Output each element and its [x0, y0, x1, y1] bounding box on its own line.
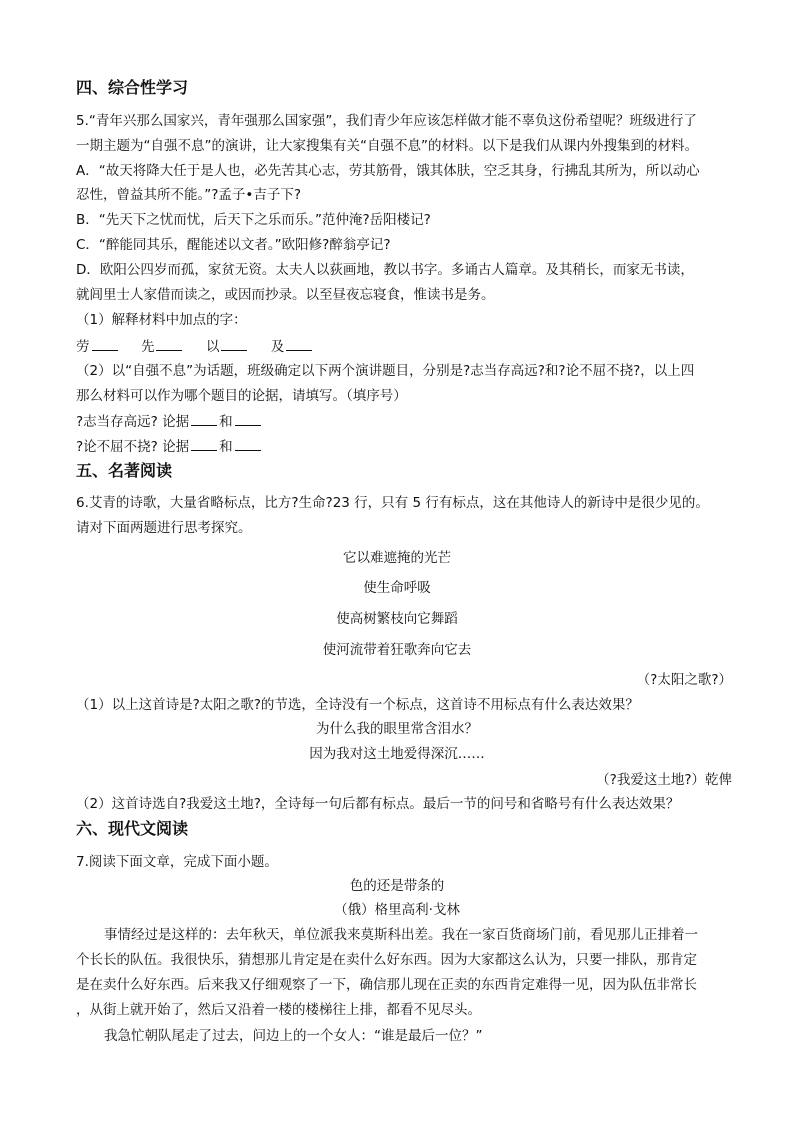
section-heading-5: 五、名著阅读: [76, 461, 173, 480]
topic-row: [76, 436, 263, 457]
section-heading-6: 六、现代文阅读: [76, 819, 189, 838]
article-paragraph: 个长长的队伍。我很快乐，猜想那儿肯定是在卖什么好东西。因为大家都这么认为，只要一排队，那肯定: [76, 952, 697, 968]
and-text: 和: [219, 439, 233, 455]
word: 及: [270, 339, 285, 355]
poem-source: （?太阳之歌?）: [636, 672, 732, 688]
q7-text: 7.阅读下面文章，完成下面小题。: [76, 854, 278, 870]
q5-text: 5.“青年兴那么国家兴，青年强那么国家强”，我们青少年应该怎样做才能不辜负这份希望呢？班级进行了: [76, 113, 697, 129]
answer-blank[interactable]: [235, 436, 261, 451]
answer-blank[interactable]: [191, 411, 217, 426]
subquestion-2: （2）这首诗选自?我爱这土地?，全诗每一句后都有标点。最后一节的问号和省略号有什么表达效果？: [76, 796, 680, 812]
q6-text: 6.艾青的诗歌，大量省略标点，比方?生命?23 行，只有 5 行有标点，这在其他诗人的新诗中是很少见的。: [76, 495, 709, 511]
poem-line: 使生命呼吸: [363, 580, 431, 596]
poem-source: （?我爱这土地?）乾俾: [596, 772, 732, 788]
material-b: B．“先天下之忧而忧，后天下之乐而乐。”范仲淹?岳阳楼记?: [76, 212, 431, 228]
material-c: C．“醉能同其乐，醒能述以文者。”欧阳修?醉翁亭记?: [76, 237, 391, 253]
answer-blank[interactable]: [92, 336, 118, 351]
subquestion-2: （2）以“自强不息”为话题，班级确定以下两个演讲题目，分别是?志当存高远?和?论不屈不挠?，以上四: [76, 363, 695, 379]
poem-line: 使河流带着狂歌奔向它去: [322, 642, 472, 658]
subquestion-1: （1）以上这首诗是?太阳之歌?的节选，全诗没有一个标点，这首诗不用标点有什么表达效果？: [76, 697, 639, 713]
topic-label: ?论不屈不挠? 论据: [76, 439, 190, 455]
word: 以: [205, 339, 220, 355]
article-paragraph: 是在卖什么好东西。后来我又仔细观察了一下，确信那儿现在正卖的东西肯定难得一见，因为队伍非常长: [76, 977, 697, 993]
material-d: D．欧阳公四岁而孤，家贫无资。太夫人以荻画地，教以书字。多诵古人篇章。及其稍长，而家无书读，: [76, 262, 694, 278]
material-a: A．“故天将降大任于是人也，必先苦其心志，劳其筋骨，饿其体肤，空乏其身，行拂乱其所为，所以动心: [76, 163, 700, 179]
article-paragraph: 事情经过是这样的：去年秋天，单位派我来莫斯科出差。我在一家百货商场门前，看见那儿正排着一: [104, 927, 698, 943]
poem-line: 因为我对这土地爱得深沉……: [309, 746, 485, 762]
word: 劳: [76, 339, 90, 355]
answer-blank[interactable]: [156, 336, 182, 351]
poem-line: 它以难遮掩的光芒: [343, 550, 451, 566]
material-d: 就闾里士人家借而读之，或因而抄录。以至昼夜忘寝食，惟读书是务。: [76, 287, 495, 303]
topic-label: ?志当存高远? 论据: [76, 414, 190, 430]
subquestion-2: 那么材料可以作为哪个题目的论据，请填写。（填序号）: [76, 388, 407, 404]
answer-blank[interactable]: [191, 436, 217, 451]
and-text: 和: [219, 414, 233, 430]
q6-text: 请对下面两题进行思考探究。: [76, 520, 252, 536]
answer-blank[interactable]: [286, 336, 312, 351]
poem-line: 使高树繁枝向它舞蹈: [336, 611, 458, 627]
section-heading-4: 四、综合性学习: [76, 78, 189, 97]
answer-blank[interactable]: [235, 411, 261, 426]
article-title: 色的还是带条的: [349, 878, 445, 894]
article-author: （俄）格里高利·戈林: [334, 902, 460, 918]
topic-row: [76, 411, 263, 432]
subquestion-1: （1）解释材料中加点的字：: [76, 312, 247, 328]
answer-blank[interactable]: [221, 336, 247, 351]
q5-text: 一期主题为“自强不息”的演讲，让大家搜集有关“自强不息”的材料。以下是我们从课内外搜集到的材料。: [76, 138, 698, 154]
article-paragraph: ，从街上就开始了，然后又沿着一楼的楼梯往上排，都看不见尽头。: [76, 1002, 481, 1018]
material-a: 忍性，曾益其所不能。”?孟子•吉子下?: [76, 187, 302, 203]
poem-line: 为什么我的眼里常含泪水？: [316, 721, 478, 737]
blank-row: [76, 336, 314, 357]
word: 先: [140, 339, 155, 355]
article-paragraph: 我急忙朝队尾走了过去，问边上的一个女人：“谁是最后一位？”: [104, 1028, 483, 1044]
